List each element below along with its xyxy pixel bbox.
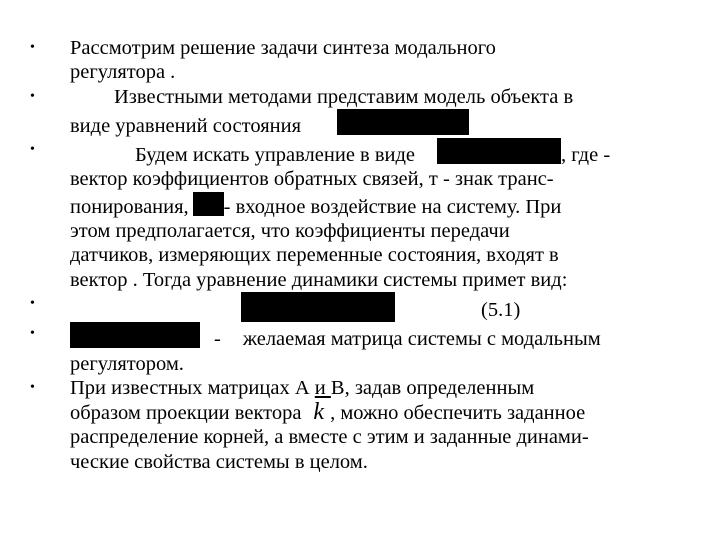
text-fragment: , можно обеспечить заданное — [330, 402, 586, 425]
equation-line — [70, 292, 700, 322]
bullet-marker: • — [30, 142, 35, 158]
bullet-marker: • — [30, 40, 35, 55]
text-line: ческие свойства системы в целом. — [70, 450, 368, 473]
text-line: Известными методами представим модель объекта в — [114, 85, 574, 108]
text-line: регулятора . — [70, 61, 176, 84]
text-line: вектор коэффициентов обратных связей, т - знак транс- — [70, 168, 554, 191]
text-line — [70, 109, 700, 138]
bullet-marker: • — [30, 295, 35, 311]
redacted-symbol-input — [193, 192, 224, 216]
redacted-formula-state-equations — [337, 109, 469, 135]
equation-number: (5.1) — [481, 298, 521, 321]
text-line: датчиков, измеряющих переменные состояния, входят в — [70, 244, 559, 267]
bullet-item-2 — [30, 85, 700, 139]
text-fragment: виде уравнений состояния — [70, 114, 301, 137]
bullet-item-5 — [30, 322, 700, 376]
text-line — [70, 138, 700, 167]
text-line: Рассмотрим решение задачи синтеза модального — [70, 37, 496, 59]
text-fragment: - — [214, 328, 221, 351]
text-fragment: В, задав определенным — [330, 376, 535, 399]
text-fragment: и — [314, 376, 331, 399]
redacted-formula-control-law — [437, 138, 561, 164]
text-line: распределение корней, а вместе с этим и заданные динами- — [70, 426, 589, 449]
text-line — [70, 322, 700, 351]
redacted-formula-system-dynamics — [241, 292, 395, 322]
text-fragment: образом проекции вектора — [70, 402, 302, 425]
bullet-item-4 — [30, 292, 700, 322]
bullet-marker: • — [30, 379, 35, 395]
text-line: вектор . Тогда уравнение динамики системы примет вид: — [70, 268, 568, 291]
text-fragment: , где - — [561, 144, 611, 167]
text-fragment: желаемая матрица системы с модальным — [242, 328, 601, 351]
redacted-formula-desired-matrix — [70, 322, 200, 348]
text-fragment: понирования, — [70, 195, 189, 218]
text-fragment: - входное воздействие на систему. При — [223, 195, 562, 218]
vector-k-symbol: k — [313, 399, 325, 426]
bullet-item-1 — [30, 36, 700, 85]
text-line — [70, 400, 700, 425]
bullet-list — [30, 36, 700, 474]
bullet-item-3 — [30, 138, 700, 292]
text-fragment: При известных матрицах А — [70, 376, 315, 399]
bullet-item-6 — [30, 376, 700, 474]
bullet-marker: • — [30, 326, 35, 342]
text-line: этом предполагается, что коэффициенты передачи — [70, 220, 510, 243]
bullet-marker: • — [30, 88, 35, 104]
text-line — [70, 376, 700, 400]
text-line: регулятором. — [70, 352, 184, 375]
text-fragment: Будем искать управление в виде — [135, 144, 416, 167]
text-line — [70, 192, 700, 219]
